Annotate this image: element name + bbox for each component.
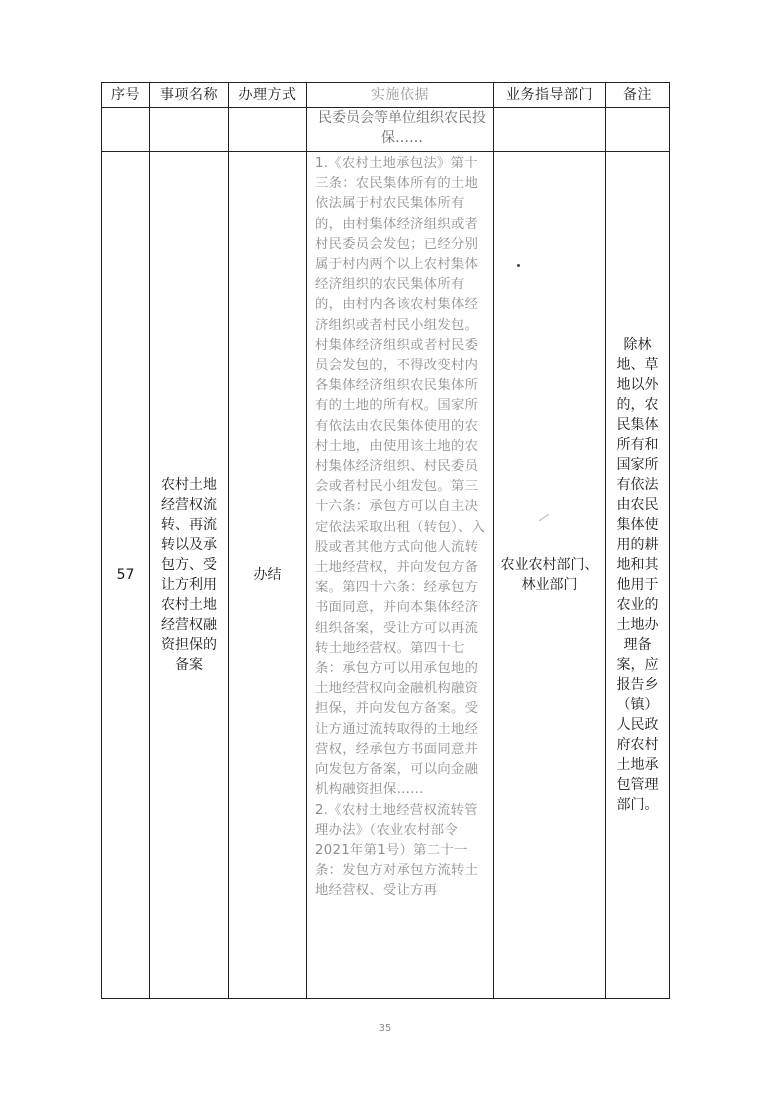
- page-number: 35: [378, 1023, 392, 1034]
- table-header-row: [102, 83, 670, 108]
- header-department: 业务指导部门: [494, 83, 606, 108]
- row-number: 57: [102, 152, 150, 999]
- continuation-text: 民委员会等单位组织农民投保……: [307, 108, 494, 152]
- header-method: 办理方式: [229, 83, 307, 108]
- table-row: [102, 152, 670, 999]
- row-remark: 除林地、草地以外的，农民集体所有和国家所有依法由农民集体使用的耕地和其他用于农业的土地办理备案，应报告乡（镇）人民政府农村土地承包管理部门。: [606, 152, 670, 999]
- row-department: 农业农村部门、林业部门: [494, 152, 606, 999]
- basis-paragraph-2: 2.《农村土地经营权流转管理办法》（农业农村部令2021年第1号）第二十一条：发包方对承包方流转土地经营权、受让方再: [315, 802, 479, 899]
- header-remark: 备注: [606, 83, 670, 108]
- matters-table: [101, 82, 670, 999]
- row-method: 办结: [229, 152, 307, 999]
- continuation-row: [102, 108, 670, 152]
- basis-paragraph-1: 1.《农村土地承包法》第十三条：农民集体所有的土地依法属于村农民集体所有的，由村集体经济组织或者村民委员会发包；已经分别属于村内两个以上农村集体经济组织的农民集体所有的，由村内各该农村集体经济组织或者村民小组发包。村集体经济组织或者村民委员会发包的，不得改变村内各集体经济组织农民集体所有的土地的所有权。国家所有依法由农民集体使用的农村土地，由使用该土地的农村集体经济组织、村民委员会或者村民小组发包。第三十六条：承包方可以自主决定依法采取出租（转包）、入股或者其他方式向他人流转土地经营权，并向发包方备案。第四十六条：经承包方书面同意，并向本集体经济组织备案，受让方可以再流转土地经营权。第四十七条：承包方可以用承包地的土地经营权向金融机构融资担保，并向发包方备案。受让方通过流转取得的土地经营权，经承包方书面同意并向发包方备案，可以向金融机构融资担保……: [315, 156, 486, 798]
- row-item-name: 农村土地经营权流转、再流转以及承包方、受让方利用农村土地经营权融资担保的备案: [150, 152, 229, 999]
- scan-speck: [517, 264, 520, 267]
- header-number: 序号: [102, 83, 150, 108]
- header-basis: 实施依据: [307, 83, 494, 108]
- header-item-name: 事项名称: [150, 83, 229, 108]
- row-basis: [307, 152, 494, 999]
